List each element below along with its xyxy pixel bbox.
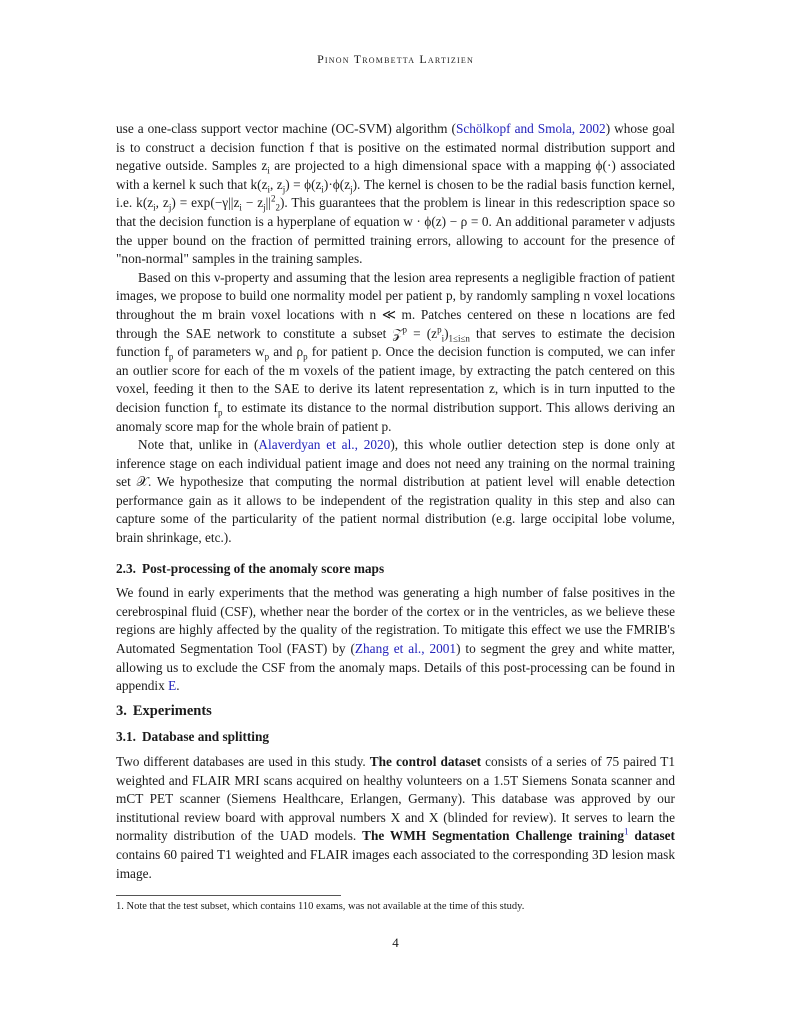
section-heading-2-3: 2.3. Post-processing of the anomaly score maps [116,560,385,576]
main-content [116,120,675,883]
running-header: Pinon Trombetta Lartizien [317,52,474,66]
citation-scholkopf[interactable]: Schölkopf and Smola, 2002 [455,121,606,136]
section-heading-3: 3. Experiments [116,702,212,719]
paragraph-databases: Two different databases are used in this study. The control dataset consists of a series of 75 paired T1 weighted and FLAIR MRI scans acquired on healthy volunteers on a 1.5T Siemens Sonata scanner and mCT PET scanner (Siemens Healthcare, Erlangen, Germany). This database was approved by our institutional review board with approval numbers X and X (blinded for review). It serves to learn the normality distribution of the UAD models. The WMH Segmentation Challenge training$^1$ dataset contains 60 paired T1 weighted and FLAIR images each associated to the corresponding 3D lesion mask image. [116,754,675,881]
citation-zhang[interactable]: Zhang et al., 2001 [354,641,457,657]
paragraph-nu-property: Based on this ν-property and assuming that the lesion area represents a negligible fraction of patient images, we propose to build one normality model per patient p, by randomly sampling n voxel locations throughout the m brain voxel locations with n ≪ m. Patches centered on these n locations are fed through the SAE network to constitute a subset 𝒵$^p$ = $(z^p_i)_{1\le i\le n}$ that serves to estimate the decision function $f_p$ of parameters $w_p$ and $\rho_p$ for patient p. Once the decision function is computed, we can infer an outlier score for each of the m voxels of the patient image, by extracting the patch centered on this voxel, feeding it then to the SAE to derive its latent representation z, which is in turn inputted to the decision function $f_p$ to estimate its distance to the normal distribution support. This allows deriving an anomaly score map for the whole brain of patient p. [116,269,675,434]
paragraph-postprocessing: We found in early experiments that the method was generating a high number of false positives in the cerebrospinal fluid (CSF), whether near the border of the cortex or in the ventricles, as we believe these regions are highly affected by the quality of the registration. To mitigate this effect we use the FMRIB's Automated Segmentation Tool (FAST) by (Zhang et al., 2001) to segment the grey and white matter, allowing us to exclude the CSF from the anomaly maps. Details of this post-processing can be found in appendix E. [116,585,675,694]
section-heading-3-1: 3.1. Database and splitting [116,729,270,745]
citation-alaverdyan[interactable]: Alaverdyan et al., 2020 [258,437,391,453]
paragraph-ocsvm: use a one-class support vector machine (OC-SVM) algorithm (Schölkopf and Smola, 2002) whose goal is to construct a decision function f that is positive on the estimated normal distribution support and negative outside. Samples $z_i$ are projected to a high dimensional space with a mapping ϕ(·) associated with a kernel k such that $k(z_i$, $z_j) = \phi(z_i)\cdot\phi(z_j)$. The kernel is chosen to be the radial basis function kernel, i.e. $k(z_i$, $z_j) = \exp(-\gamma||z_i - z_j||^2_2)$. This guarantees that the problem is linear in this redescription space so that the decision function is a hyperplane of equation w · ϕ(z) − ρ = 0. An additional parameter ν adjusts the upper bound on the fraction of permitted training errors, allowing to account for the presence of "non-normal" samples in the training samples. [116,121,676,267]
footnote-divider [116,895,341,896]
footnote: 1. Note that the test subset, which contains 110 exams, was not available at the time of this study. [116,901,525,912]
paragraph-inference-note: Note that, unlike in (Alaverdyan et al., 2020), this whole outlier detection step is done only at inference stage on each individual patient image and does not need any training on the normal training set 𝒳. We hypothesize that computing the normal distribution at patient level will enable detection performance gain as it allows to be independent of the registration quality in this step and also can capture some of the particularity of the patient normal distribution (e.g. large occipital lobe volume, brain shrinkage, etc.). [116,437,675,546]
page-number: 4 [392,935,399,950]
appendix-link[interactable]: E [168,678,177,694]
footnote-ref[interactable]: 1 [623,826,629,837]
